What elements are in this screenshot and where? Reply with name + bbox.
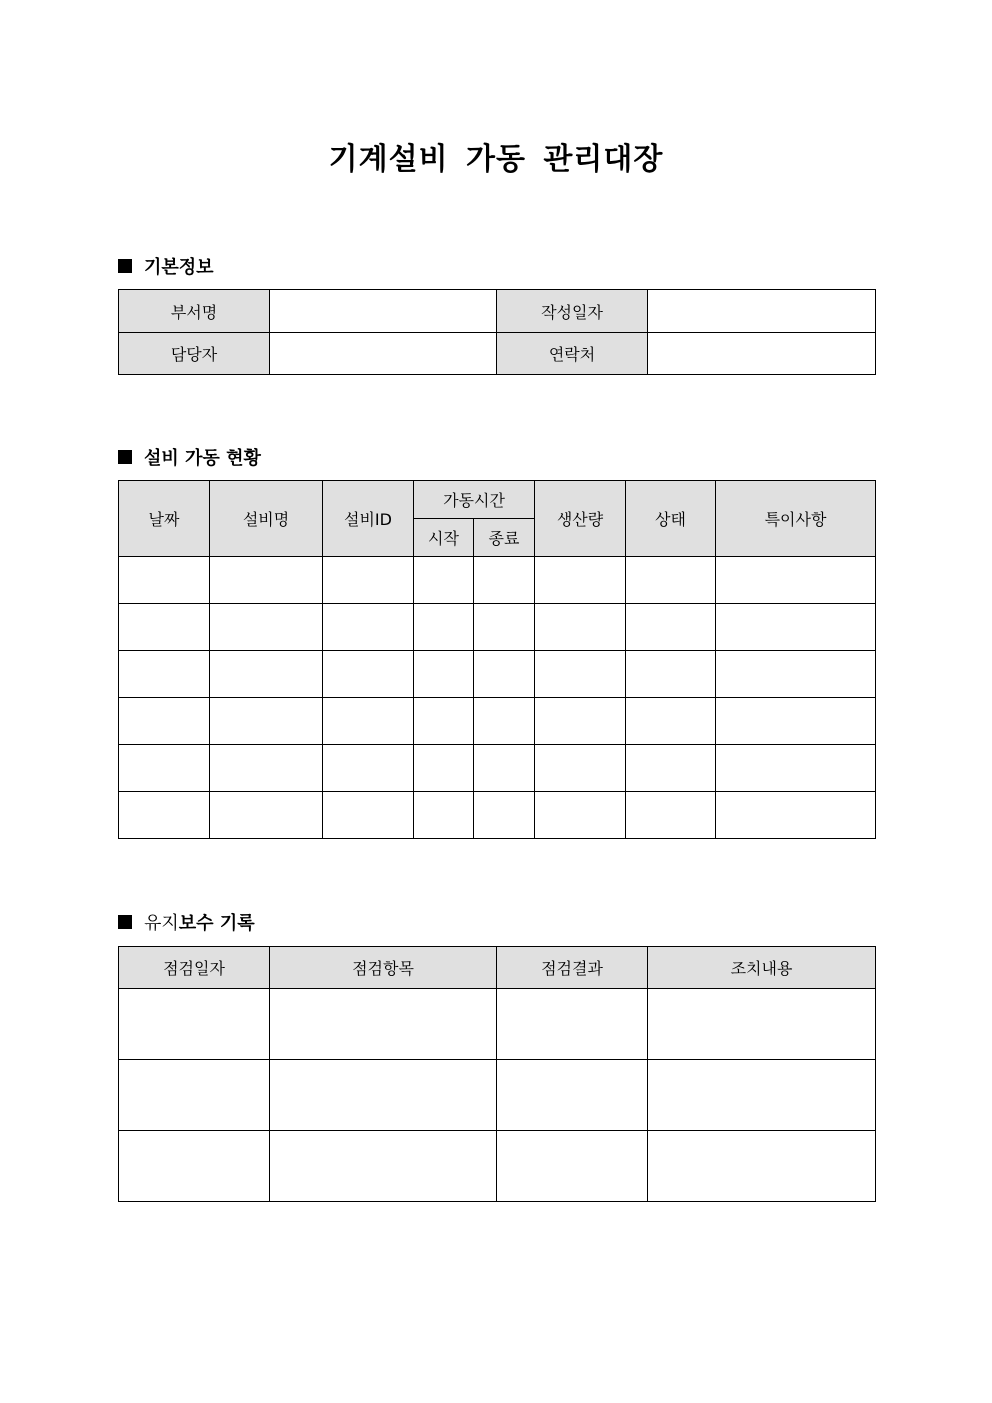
table-cell[interactable] [626, 557, 716, 604]
basic-info-table [118, 289, 876, 375]
table-cell[interactable] [716, 557, 876, 604]
table-cell[interactable] [210, 792, 323, 839]
header-equipment-name: 설비명 [210, 481, 323, 557]
table-cell[interactable] [414, 698, 474, 745]
table-cell[interactable] [535, 604, 626, 651]
header-inspection-item: 점검항목 [270, 947, 497, 989]
table-cell[interactable] [626, 745, 716, 792]
header-date: 날짜 [119, 481, 210, 557]
table-cell[interactable] [270, 1131, 497, 1202]
table-row [119, 792, 876, 839]
header-equipment-id: 설비ID [323, 481, 414, 557]
label-contact: 연락처 [497, 333, 648, 375]
header-operating-time: 가동시간 [414, 481, 535, 519]
table-cell[interactable] [626, 604, 716, 651]
table-cell[interactable] [210, 698, 323, 745]
table-cell[interactable] [474, 745, 535, 792]
table-cell[interactable] [474, 698, 535, 745]
table-cell[interactable] [119, 989, 270, 1060]
table-cell[interactable] [210, 651, 323, 698]
table-cell[interactable] [474, 792, 535, 839]
section-heading-maintenance-bold: 보수 기록 [178, 913, 255, 934]
table-cell[interactable] [535, 557, 626, 604]
value-contact[interactable] [648, 333, 876, 375]
table-cell[interactable] [323, 792, 414, 839]
page-title: 기계설비 가동 관리대장 [328, 142, 664, 177]
label-department: 부서명 [119, 290, 270, 333]
square-bullet-icon [118, 915, 132, 929]
table-cell[interactable] [648, 989, 876, 1060]
value-manager[interactable] [270, 333, 497, 375]
table-cell[interactable] [210, 745, 323, 792]
table-cell[interactable] [626, 698, 716, 745]
section-heading-operation-text: 설비 가동 현황 [144, 448, 261, 469]
table-row [119, 557, 876, 604]
table-cell[interactable] [716, 651, 876, 698]
table-cell[interactable] [414, 557, 474, 604]
table-cell[interactable] [716, 604, 876, 651]
table-row [119, 989, 876, 1060]
table-cell[interactable] [716, 698, 876, 745]
table-cell[interactable] [210, 604, 323, 651]
section-heading-basic-text: 기본정보 [144, 257, 214, 278]
table-row [119, 604, 876, 651]
table-cell[interactable] [323, 698, 414, 745]
header-inspection-date: 점검일자 [119, 947, 270, 989]
table-cell[interactable] [716, 792, 876, 839]
table-cell[interactable] [626, 792, 716, 839]
table-cell[interactable] [210, 557, 323, 604]
table-cell[interactable] [474, 651, 535, 698]
table-row [119, 1131, 876, 1202]
square-bullet-icon [118, 259, 132, 273]
table-cell[interactable] [119, 651, 210, 698]
header-inspection-result: 점검결과 [497, 947, 648, 989]
table-cell[interactable] [323, 745, 414, 792]
square-bullet-icon [118, 450, 132, 464]
maintenance-table [118, 946, 876, 1202]
section-heading-operation [118, 444, 261, 470]
table-cell[interactable] [497, 1060, 648, 1131]
table-cell[interactable] [626, 651, 716, 698]
value-department[interactable] [270, 290, 497, 333]
table-cell[interactable] [497, 989, 648, 1060]
table-cell[interactable] [119, 745, 210, 792]
operation-table [118, 480, 876, 839]
header-production: 생산량 [535, 481, 626, 557]
table-cell[interactable] [716, 745, 876, 792]
header-end: 종료 [474, 519, 535, 557]
table-cell[interactable] [535, 792, 626, 839]
table-cell[interactable] [497, 1131, 648, 1202]
table-cell[interactable] [119, 792, 210, 839]
label-created-date: 작성일자 [497, 290, 648, 333]
section-heading-basic [118, 253, 214, 279]
section-heading-maintenance [118, 909, 255, 935]
table-cell[interactable] [119, 604, 210, 651]
table-cell[interactable] [323, 604, 414, 651]
table-row [119, 745, 876, 792]
section-heading-maintenance-light: 유지 [144, 913, 179, 934]
table-row [119, 698, 876, 745]
label-manager: 담당자 [119, 333, 270, 375]
header-status: 상태 [626, 481, 716, 557]
table-cell[interactable] [535, 745, 626, 792]
table-cell[interactable] [414, 651, 474, 698]
table-cell[interactable] [414, 745, 474, 792]
table-cell[interactable] [474, 604, 535, 651]
table-row [119, 1060, 876, 1131]
table-cell[interactable] [474, 557, 535, 604]
value-created-date[interactable] [648, 290, 876, 333]
table-cell[interactable] [648, 1131, 876, 1202]
table-cell[interactable] [119, 698, 210, 745]
table-cell[interactable] [323, 557, 414, 604]
table-cell[interactable] [119, 557, 210, 604]
table-cell[interactable] [648, 1060, 876, 1131]
table-cell[interactable] [119, 1131, 270, 1202]
table-cell[interactable] [414, 604, 474, 651]
header-start: 시작 [414, 519, 474, 557]
table-cell[interactable] [535, 651, 626, 698]
table-cell[interactable] [119, 1060, 270, 1131]
header-action: 조치내용 [648, 947, 876, 989]
table-row [119, 651, 876, 698]
table-cell[interactable] [270, 1060, 497, 1131]
table-cell[interactable] [323, 651, 414, 698]
table-cell[interactable] [414, 792, 474, 839]
table-cell[interactable] [535, 698, 626, 745]
table-cell[interactable] [270, 989, 497, 1060]
header-remarks: 특이사항 [716, 481, 876, 557]
